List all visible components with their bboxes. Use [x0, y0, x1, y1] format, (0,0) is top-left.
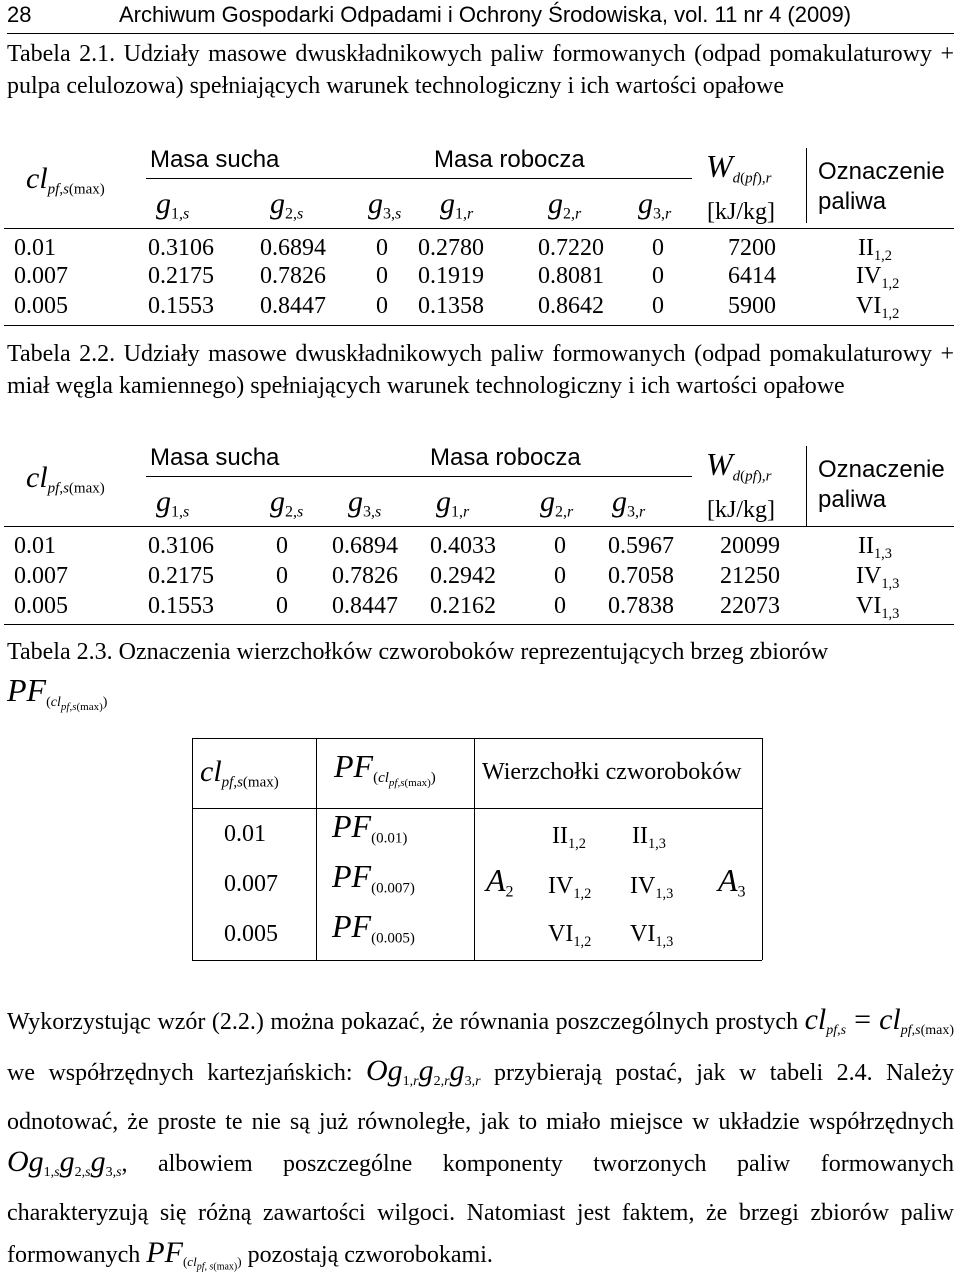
g1r-header: $g_{1,r}$: [440, 187, 474, 223]
g3s-header: $g_{3,s}$: [368, 187, 402, 223]
cell-cl: 0.007: [14, 263, 68, 289]
cell-fuel: $IV_{1,2}$: [856, 263, 900, 293]
cell-w: 20099: [720, 533, 780, 559]
cell-cl: 0.005: [14, 293, 68, 319]
g1s-header: $g_{1,s}$: [156, 187, 190, 223]
cell-vertex-a3: $VI_{1,3}$: [630, 921, 674, 951]
col-divider: [316, 738, 317, 960]
cell-g2r: 0.8642: [538, 293, 604, 319]
header-rule: [4, 526, 954, 527]
cell-g2r: 0: [554, 593, 566, 619]
cell-g2s: 0.6894: [260, 235, 326, 261]
cell-g3s: 0.8447: [332, 593, 398, 619]
para-text-6: pozostają czworobokami.: [247, 1241, 493, 1268]
cell-pf: $PF_{(0.007)}$: [332, 858, 415, 897]
cell-cl: 0.01: [224, 821, 266, 847]
cell-g2s: 0.8447: [260, 293, 326, 319]
caption-text: Udziały masowe dwuskładnikowych paliw formowanych (odpad pomakulaturowy + pulpa celulozowa) spełniających warunek technologiczny i ich wartości opałowe: [7, 41, 955, 99]
label-a3: $A_3$: [718, 862, 746, 901]
col-divider: [474, 738, 475, 960]
cell-g3s: 0.6894: [332, 533, 398, 559]
vertices-header: Wierzchołki czworoboków: [482, 759, 742, 785]
right-border: [762, 738, 763, 960]
running-header: [7, 2, 851, 28]
unit-header: [kJ/kg]: [707, 199, 775, 225]
cell-g1s: 0.1553: [148, 593, 214, 619]
para-text-4: jak w tabeli 2.4. Należy odnotować, że proste te nie są już równoległe, jak to miało miejsce w układzie współrzędnych: [7, 1059, 955, 1135]
cell-g3r: 0.5967: [608, 533, 674, 559]
fuel-header-1: Oznaczenie: [818, 158, 945, 185]
g2r-header: $g_{2,r}$: [540, 485, 574, 521]
g3s-header: $g_{3,s}$: [348, 485, 382, 521]
para-text-2: we współrzędnych kartezjańskich:: [7, 1059, 353, 1086]
table-2-2-caption: [7, 338, 954, 402]
header-rule: [7, 33, 954, 34]
cell-g3r: 0.7838: [608, 593, 674, 619]
caption-text: Udziały masowe dwuskładnikowych paliw formowanych (odpad pomakulaturowy + miał węgla kamiennego) spełniających warunek technologiczny i ich wartości opałowe: [7, 341, 955, 399]
cl-header: $cl_{pf,s(max)}$: [200, 755, 279, 791]
cell-g2r: 0.8081: [538, 263, 604, 289]
g2s-header: $g_{2,s}$: [270, 485, 304, 521]
pf-symbol: $PF_{(cl_{pf,s(max)})}$: [7, 672, 108, 713]
cell-g1r: 0.2942: [430, 563, 496, 589]
cell-g2r: 0: [554, 563, 566, 589]
group-dry-header: Masa sucha: [150, 146, 280, 173]
cell-g1r: 0.2780: [418, 235, 484, 261]
g1r-header: $g_{1,r}$: [436, 485, 470, 521]
w-header: $W_{d(pf),r}$: [706, 446, 772, 485]
fuel-divider: [806, 446, 807, 526]
cell-w: 21250: [720, 563, 780, 589]
coords-og-r: $Og_{1,r}g_{2,r}g_{3,r}$: [365, 1053, 481, 1089]
cell-vertex-a2: $IV_{1,2}$: [548, 873, 592, 903]
label-a2: $A_2$: [486, 862, 514, 901]
equation-cl: $cl_{pf,s} = cl_{pf,s(max)}$: [804, 1003, 955, 1038]
g1s-header: $g_{1,s}$: [156, 485, 190, 521]
cell-g1s: 0.3106: [148, 235, 214, 261]
cell-fuel: $VI_{1,3}$: [856, 593, 900, 623]
cell-fuel: $II_{1,2}$: [858, 235, 892, 265]
cell-g1r: 0.4033: [430, 533, 496, 559]
cell-cl: 0.007: [224, 871, 278, 897]
cell-w: 22073: [720, 593, 780, 619]
g3r-header: $g_{3,r}$: [638, 187, 672, 223]
cell-g2s: 0: [276, 533, 288, 559]
table-2-1-caption: [7, 38, 954, 102]
pf-inline: $PF_{(cl_{pf, s(max)})}$: [146, 1235, 242, 1273]
fuel-divider: [806, 148, 807, 223]
cell-g2r: 0.7220: [538, 235, 604, 261]
cell-g3r: 0: [652, 263, 664, 289]
cell-vertex-a3: $IV_{1,3}$: [630, 873, 674, 903]
cell-g1s: 0.2175: [148, 563, 214, 589]
cell-g2s: 0: [276, 563, 288, 589]
cell-w: 6414: [728, 263, 776, 289]
cell-vertex-a2: $VI_{1,2}$: [548, 921, 592, 951]
cell-vertex-a3: $II_{1,3}$: [632, 823, 666, 853]
header-rule: [4, 228, 954, 229]
caption-label: Tabela 2.3.: [7, 639, 113, 665]
cell-cl: 0.007: [14, 563, 68, 589]
para-text-5: , albowiem poszczególne komponenty tworzonych paliw formowanych charakteryzują się różną zawartości wilgoci. Natomiast jest faktem, że brzegi zbiorów paliw formowanych: [7, 1150, 954, 1268]
pf-header: $PF_{(cl_{pf,s(max)})}$: [334, 748, 436, 790]
cell-vertex-a2: $II_{1,2}$: [552, 823, 586, 853]
cell-g2r: 0: [554, 533, 566, 559]
group-wet-header: Masa robocza: [430, 444, 581, 471]
cell-g3s: 0: [376, 263, 388, 289]
cell-g1s: 0.3106: [148, 533, 214, 559]
caption-text: Oznaczenia wierzchołków czworoboków reprezentujących brzeg zbiorów: [118, 639, 829, 665]
group-wet-header: Masa robocza: [434, 146, 585, 173]
cell-g3s: 0.7826: [332, 563, 398, 589]
page-number: 28: [7, 2, 32, 27]
group-rule: [146, 476, 692, 477]
cl-header: $cl_{pf,s(max)}$: [26, 461, 105, 497]
caption-label: Tabela 2.1.: [7, 41, 116, 67]
cl-header: $cl_{pf,s(max)}$: [26, 162, 105, 198]
header-rule: [192, 808, 762, 809]
g2r-header: $g_{2,r}$: [548, 187, 582, 223]
unit-header: [kJ/kg]: [707, 497, 775, 523]
para-text-3: przybierają postać,: [494, 1059, 683, 1086]
fuel-header-1: Oznaczenie: [818, 456, 945, 483]
journal-title: Archiwum Gospodarki Odpadami i Ochrony Środowiska, vol. 11 nr 4 (2009): [119, 2, 852, 27]
cell-cl: 0.01: [14, 533, 56, 559]
cell-g3r: 0: [652, 293, 664, 319]
bottom-rule: [4, 624, 954, 625]
body-paragraph: [7, 1000, 954, 1288]
group-dry-header: Masa sucha: [150, 444, 280, 471]
table-bottom-rule: [192, 960, 762, 961]
cell-g3s: 0: [376, 235, 388, 261]
cell-g1s: 0.2175: [148, 263, 214, 289]
cell-fuel: $VI_{1,2}$: [856, 293, 900, 323]
cell-pf: $PF_{(0.01)}$: [332, 808, 408, 847]
left-border: [192, 738, 193, 960]
group-rule: [146, 178, 692, 179]
g3r-header: $g_{3,r}$: [612, 485, 646, 521]
cell-g3r: 0.7058: [608, 563, 674, 589]
g2s-header: $g_{2,s}$: [270, 187, 304, 223]
cell-cl: 0.005: [224, 921, 278, 947]
cell-pf: $PF_{(0.005)}$: [332, 908, 415, 947]
cell-g1r: 0.1919: [418, 263, 484, 289]
cell-fuel: $IV_{1,3}$: [856, 563, 900, 593]
cell-g2s: 0: [276, 593, 288, 619]
caption-label: Tabela 2.2.: [7, 341, 116, 367]
cell-g1s: 0.1553: [148, 293, 214, 319]
cell-g1r: 0.2162: [430, 593, 496, 619]
cell-g1r: 0.1358: [418, 293, 484, 319]
coords-og-s: $Og_{1,s}g_{2,s}g_{3,s}$: [7, 1144, 122, 1180]
cell-fuel: $II_{1,3}$: [858, 533, 892, 563]
cell-w: 7200: [728, 235, 776, 261]
cell-g2s: 0.7826: [260, 263, 326, 289]
table-top-rule: [192, 738, 762, 739]
bottom-rule: [4, 325, 954, 326]
fuel-header-2: paliwa: [818, 188, 887, 215]
w-header: $W_{d(pf),r}$: [706, 148, 772, 187]
fuel-header-2: paliwa: [818, 486, 887, 513]
cell-cl: 0.01: [14, 235, 56, 261]
cell-g3r: 0: [652, 235, 664, 261]
cell-cl: 0.005: [14, 593, 68, 619]
cell-w: 5900: [728, 293, 776, 319]
para-text-1: Wykorzystując wzór (2.2.) można pokazać, że równania poszczególnych prostych: [7, 1009, 799, 1035]
table-2-3-caption: [7, 636, 954, 668]
cell-g3s: 0: [376, 293, 388, 319]
